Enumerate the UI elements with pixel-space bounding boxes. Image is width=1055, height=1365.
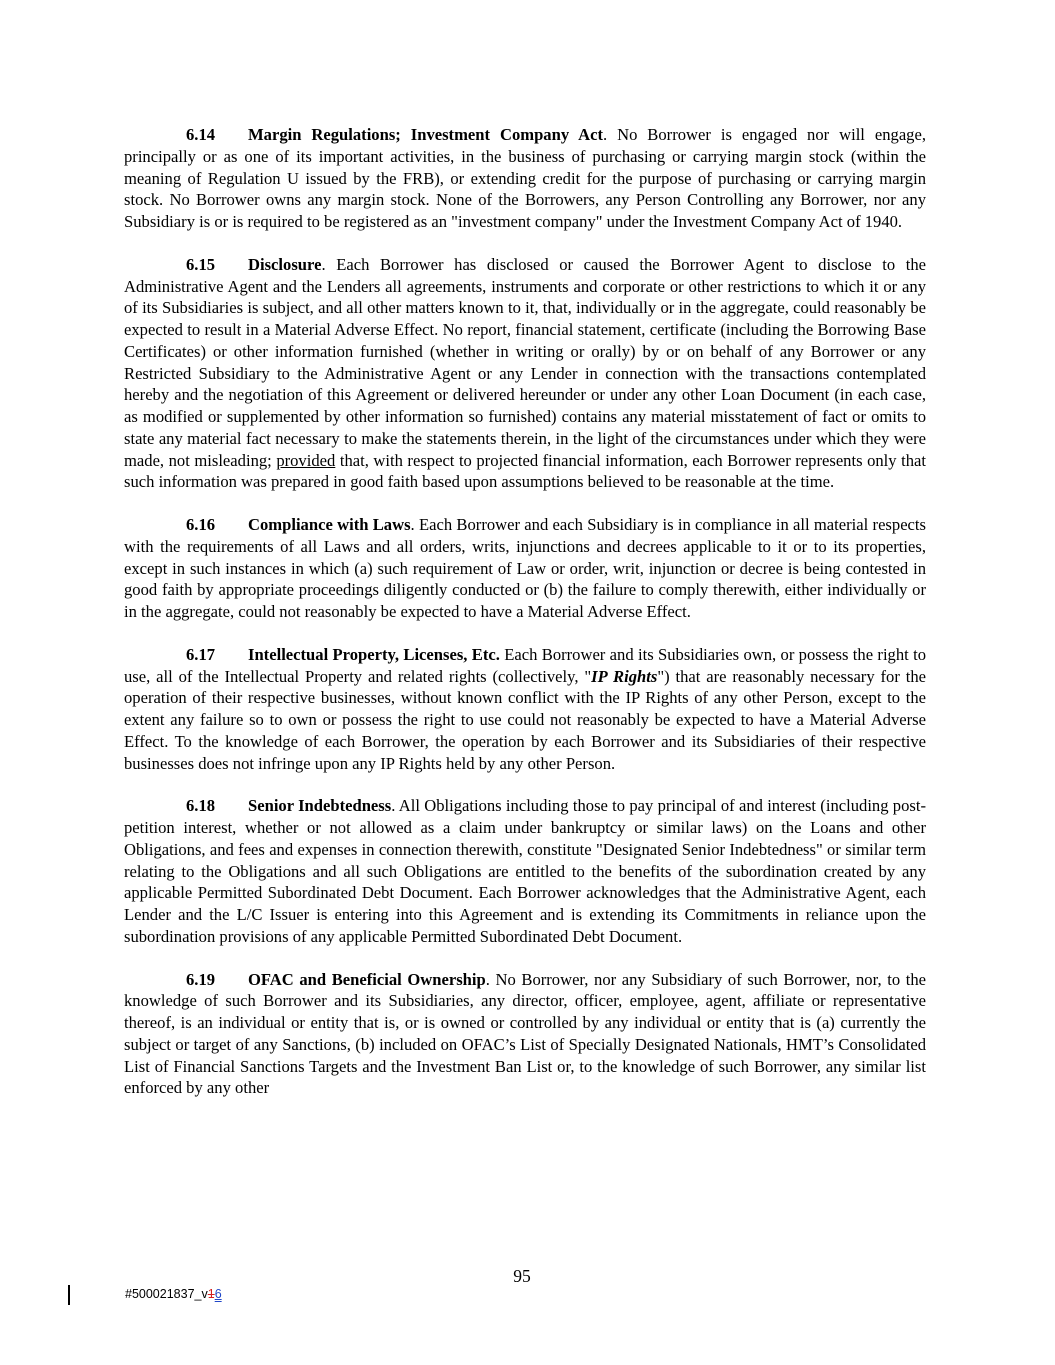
section-text: . All Obligations including those to pay principal of and interest (including post-petition interest, whether or not allowed as a claim under bankruptcy or similar laws) on the Loans and other Obligations, and fees and expenses in connection therewith, constitute "Designated Senior Indebtedness" or similar term relating to the Obligations and all such Obligations are entitled to the benefits of the subordination created by any applicable Permitted Subordinated Debt Document. Each Borrower acknowledges that the Administrative Agent, each Lender and the L/C Issuer is entering into this Agreement and is extending its Commitments in reliance upon the subordination provisions of any applicable Permitted Subordinated Debt Document. <box>124 796 926 946</box>
section-6-16 <box>124 514 926 623</box>
section-number: 6.19 <box>186 969 216 989</box>
section-6-19 <box>124 969 926 1100</box>
section-number: 6.17 <box>186 644 216 664</box>
doc-id-prefix: #500021837_v <box>125 1287 208 1301</box>
deleted-version: 1 <box>207 1287 215 1301</box>
section-text-continued: that, with respect to projected financial information, each Borrower represents only that such information was prepared in good faith based upon assumptions believed to be reasonable at the time. <box>124 450 926 492</box>
section-heading: OFAC and Beneficial Ownership <box>248 969 486 989</box>
section-number: 6.15 <box>186 254 216 274</box>
defined-term: IP Rights <box>591 666 658 686</box>
section-text: . No Borrower is engaged nor will engage, principally or as one of its important activities, in the business of purchasing or carrying margin stock (within the meaning of Regulation U issued by the FRB), or extending credit for the purpose of purchasing or carrying margin stock. No Borrower owns any margin stock. None of the Borrowers, any Person Controlling any Borrower, nor any Subsidiary is or is required to be registered as an "investment company" under the Investment Company Act of 1940. <box>124 125 926 231</box>
section-text: . Each Borrower and each Subsidiary is in compliance in all material respects with the requirements of all Laws and all orders, writs, injunctions and decrees applicable to it or to its properties, except in such instances in which (a) such requirement of Law or order, writ, injunction or decree is being contested in good faith by appropriate proceedings diligently conducted or (b) the failure to comply therewith, either individually or in the aggregate, could not reasonably be expected to have a Material Adverse Effect. <box>124 515 926 621</box>
section-6-18 <box>124 795 926 947</box>
section-text: Each Borrower and its Subsidiaries own, or possess the right to use, all of the Intellectual Property and related rights (collectively, " <box>124 644 927 686</box>
page-number: 95 <box>513 1266 531 1286</box>
section-number: 6.18 <box>186 796 216 816</box>
underlined-term: provided <box>276 450 336 470</box>
section-heading: Disclosure <box>248 254 322 274</box>
document-body <box>124 124 926 1120</box>
section-heading: Margin Regulations; Investment Company Act <box>248 125 604 144</box>
revision-change-bar <box>68 1285 70 1305</box>
section-number: 6.14 <box>186 125 216 144</box>
section-heading: Intellectual Property, Licenses, Etc. <box>248 644 500 664</box>
inserted-version: 6 <box>214 1287 222 1301</box>
section-6-14 <box>124 124 926 233</box>
section-text-continued: ") that are reasonably necessary for the operation of their respective businesses, without known conflict with the IP Rights of any other Person, except to the extent any failure so to own or possess the right to use could not reasonably be expected to have a Material Adverse Effect. To the knowledge of each Borrower, the operation by each Borrower and its Subsidiaries of their respective businesses does not infringe upon any IP Rights held by any other Person. <box>124 666 927 773</box>
section-number: 6.16 <box>186 515 216 534</box>
section-6-15 <box>124 254 926 493</box>
section-text: . No Borrower, nor any Subsidiary of such Borrower, nor, to the knowledge of such Borrower and its Subsidiaries, any director, officer, employee, agent, affiliate or representative thereof, is an individual or entity that is, or is owned or controlled by any individual or entity that is (a) currently the subject or target of any Sanctions, (b) included on OFAC’s List of Specially Designated Nationals, HMT’s Consolidated List of Financial Sanctions Targets and the Investment Ban List or, to the knowledge of such Borrower, any similar list enforced by any other <box>124 969 926 1098</box>
section-heading: Compliance with Laws <box>248 515 411 534</box>
section-heading: Senior Indebtedness <box>248 796 392 816</box>
document-id <box>125 1287 222 1301</box>
section-text: . Each Borrower has disclosed or caused the Borrower Agent to disclose to the Administrative Agent and the Lenders all agreements, instruments and corporate or other restrictions to which it or any of its Subsidiaries is subject, and all other matters known to it, that, individually or in the aggregate, could reasonably be expected to result in a Material Adverse Effect. No report, financial statement, certificate (including the Borrowing Base Certificates) or other information furnished (whether in writing or orally) by or on behalf of any Borrower or any Restricted Subsidiary to the Administrative Agent or any Lender in connection with the transactions contemplated hereby and the negotiation of this Agreement or delivered hereunder or under any other Loan Document (in each case, as modified or supplemented by other information so furnished) contains any material misstatement of fact or omits to state any material fact necessary to make the statements therein, in the light of the circumstances under which they were made, not misleading; <box>124 254 926 470</box>
section-6-17 <box>124 644 926 775</box>
